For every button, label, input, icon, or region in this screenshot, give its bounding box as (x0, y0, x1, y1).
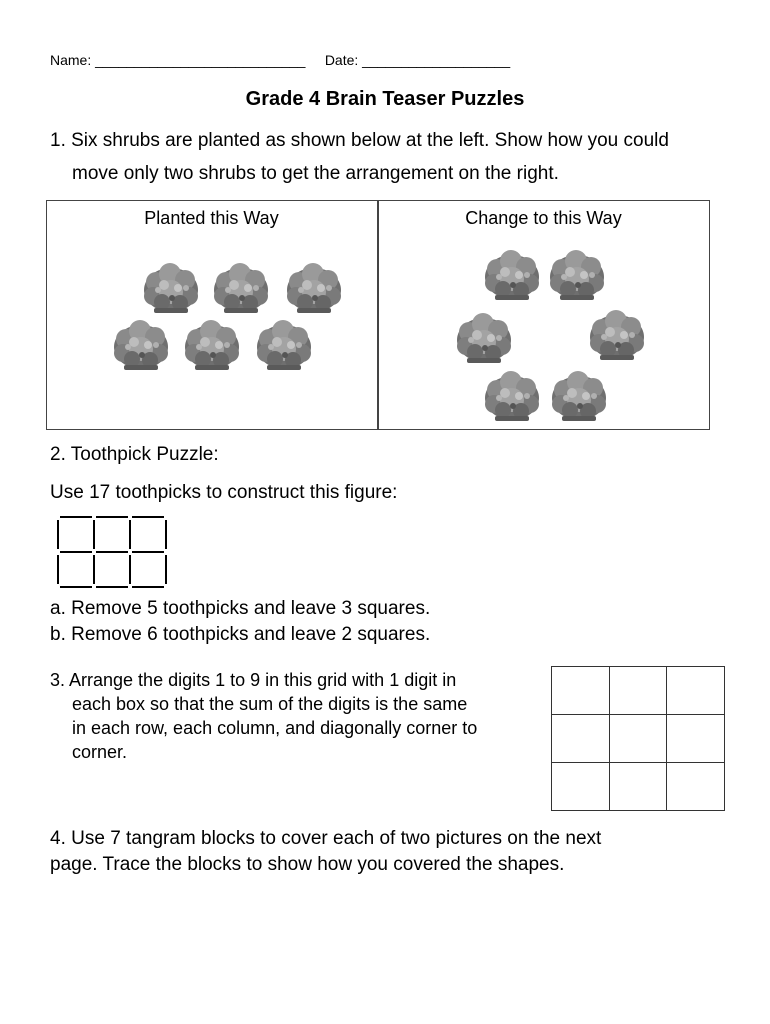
shrub-icon (142, 260, 200, 314)
shrub-icon (112, 317, 170, 371)
name-label: Name: (50, 52, 92, 68)
toothpick-figure (54, 512, 170, 592)
grid-cell[interactable] (609, 667, 667, 715)
name-blank[interactable]: ___________________________ (95, 52, 306, 68)
grid-cell[interactable] (609, 763, 667, 811)
grid-cell[interactable] (552, 715, 610, 763)
panel-divider (377, 200, 379, 430)
q1-line1: 1. Six shrubs are planted as shown below at the left. Show how you could (50, 130, 669, 151)
shrub-icon (285, 260, 343, 314)
shrub-icon (183, 317, 241, 371)
name-date-line (50, 52, 510, 68)
shrub-icon (548, 247, 606, 301)
grid-cell[interactable] (667, 715, 725, 763)
q3-line2: each box so that the sum of the digits is the same (72, 694, 468, 714)
date-blank[interactable]: ___________________ (362, 52, 511, 68)
q3-line4: corner. (72, 742, 128, 762)
shrub-icon (455, 310, 513, 364)
right-panel-heading: Change to this Way (465, 208, 622, 228)
q3-line1: 3. Arrange the digits 1 to 9 in this grid with 1 digit in (50, 670, 457, 690)
magic-square-grid (551, 666, 725, 811)
q2-heading: 2. Toothpick Puzzle: (50, 444, 219, 465)
left-panel-heading: Planted this Way (144, 208, 279, 228)
grid-cell[interactable] (667, 763, 725, 811)
grid-cell[interactable] (552, 763, 610, 811)
q3-line3: in each row, each column, and diagonally corner to (72, 718, 478, 738)
q1-line2: move only two shrubs to get the arrangement on the right. (72, 163, 559, 184)
grid-cell[interactable] (609, 715, 667, 763)
shrub-icon (212, 260, 270, 314)
q2-part-b: b. Remove 6 toothpicks and leave 2 squares. (50, 624, 431, 645)
shrub-icon (588, 307, 646, 361)
shrub-icon (255, 317, 313, 371)
q2-intro: Use 17 toothpicks to construct this figure: (50, 482, 398, 503)
q2-part-a: a. Remove 5 toothpicks and leave 3 squares. (50, 598, 431, 619)
shrub-icon (550, 368, 608, 422)
grid-cell[interactable] (667, 667, 725, 715)
grid-cell[interactable] (552, 667, 610, 715)
date-label: Date: (324, 52, 359, 68)
shrub-icon (483, 368, 541, 422)
page-title: Grade 4 Brain Teaser Puzzles (245, 88, 525, 110)
shrub-icon (483, 247, 541, 301)
q4-line2: page. Trace the blocks to show how you covered the shapes. (50, 854, 565, 875)
q4-line1: 4. Use 7 tangram blocks to cover each of two pictures on the next (50, 828, 602, 849)
